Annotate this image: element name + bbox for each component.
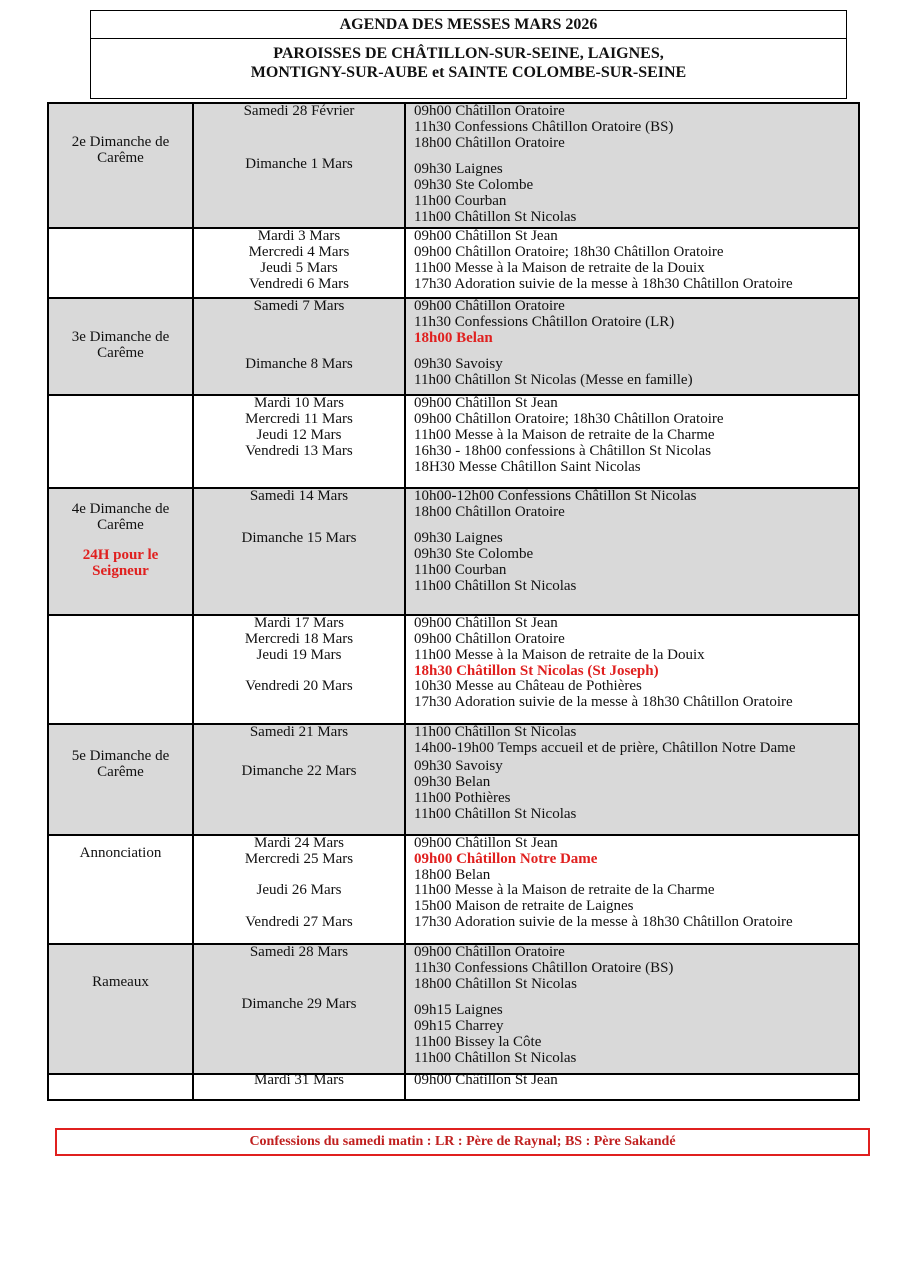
mass-entry: 11h00 Châtillon St Nicolas	[414, 724, 577, 740]
mass-entry: 17h30 Adoration suivie de la messe à 18h30 Châtillon Oratoire	[414, 694, 793, 710]
mass-entry: 09h30 Savoisy	[414, 758, 503, 774]
mass-entry: 11h30 Confessions Châtillon Oratoire (BS)	[414, 119, 674, 135]
mass-entry: 09h00 Châtillon St Jean	[414, 1072, 558, 1088]
table-row	[49, 945, 858, 1075]
mass-entry: 11h00 Messe à la Maison de retraite de la Charme	[414, 427, 715, 443]
mass-entry: 11h00 Châtillon St Nicolas	[414, 1050, 577, 1066]
mass-entry: 11h00 Pothières	[414, 790, 511, 806]
day-label: Mardi 3 Mars	[257, 228, 341, 244]
day-label: Dimanche 1 Mars	[245, 156, 353, 172]
day-label: Mercredi 18 Mars	[244, 631, 354, 647]
occasion-cell	[49, 229, 194, 297]
date-cell	[194, 104, 406, 227]
page-title: AGENDA DES MESSES MARS 2026	[90, 10, 847, 39]
day-label: Vendredi 6 Mars	[249, 276, 349, 292]
mass-entry: 11h00 Courban	[414, 562, 507, 578]
mass-entry: 11h00 Châtillon St Nicolas	[414, 578, 577, 594]
mass-entry: 18h00 Châtillon Oratoire	[414, 504, 565, 520]
occasion-label: Carême	[97, 345, 144, 361]
occasion-label: 2e Dimanche de	[71, 134, 170, 150]
day-label: Mardi 10 Mars	[254, 395, 344, 411]
mass-entry: 09h30 Ste Colombe	[414, 177, 534, 193]
schedule-table	[47, 102, 860, 1101]
schedule-cell	[406, 616, 858, 723]
schedule-cell	[406, 1072, 858, 1101]
schedule-cell	[406, 836, 858, 943]
date-cell	[194, 945, 406, 1073]
mass-entry: 11h00 Messe à la Maison de retraite de la Douix	[414, 647, 705, 663]
mass-entry: 09h00 Châtillon St Jean	[414, 615, 558, 631]
table-row	[49, 489, 858, 616]
table-row	[49, 229, 858, 299]
occasion-cell	[49, 299, 194, 394]
day-label: Mardi 24 Mars	[254, 835, 344, 851]
mass-entry: 18h00 Châtillon St Nicolas	[414, 976, 577, 992]
table-row	[49, 104, 858, 229]
occasion-label: 5e Dimanche de	[71, 748, 170, 764]
mass-entry: 11h30 Confessions Châtillon Oratoire (LR)	[414, 314, 675, 330]
mass-entry: 09h00 Châtillon St Jean	[414, 835, 558, 851]
occasion-label: Carême	[97, 150, 144, 166]
schedule-cell	[406, 104, 858, 227]
mass-entry: 09h00 Châtillon St Jean	[414, 228, 558, 244]
mass-entry: 18h30 Châtillon St Nicolas (St Joseph)	[414, 663, 659, 679]
mass-entry: 11h00 Châtillon St Nicolas	[414, 806, 577, 822]
occasion-cell	[49, 489, 194, 614]
occasion-note: 24H pour le	[82, 547, 159, 563]
day-label: Samedi 14 Mars	[249, 488, 349, 504]
day-label: Samedi 28 Février	[243, 103, 355, 119]
occasion-label: 4e Dimanche de	[71, 501, 170, 517]
mass-entry: 10h00-12h00 Confessions Châtillon St Nicolas	[414, 488, 697, 504]
mass-entry: 09h00 Châtillon Oratoire; 18h30 Châtillon Oratoire	[414, 411, 724, 427]
occasion-label: Rameaux	[92, 974, 149, 990]
occasion-label: Carême	[97, 517, 144, 533]
table-row	[49, 396, 858, 489]
date-cell	[194, 396, 406, 487]
mass-entry: 09h30 Laignes	[414, 161, 503, 177]
day-label: Vendredi 27 Mars	[245, 914, 353, 930]
date-cell	[194, 299, 406, 394]
day-label: Jeudi 5 Mars	[260, 260, 338, 276]
mass-entry: 10h30 Messe au Château de Pothières	[414, 678, 642, 694]
mass-entry: 18h00 Châtillon Oratoire	[414, 135, 565, 151]
mass-entry: 09h00 Châtillon Oratoire; 18h30 Châtillon Oratoire	[414, 244, 724, 260]
table-row	[49, 299, 858, 396]
day-label: Jeudi 26 Mars	[256, 882, 342, 898]
day-label: Vendredi 20 Mars	[245, 678, 353, 694]
mass-entry: 09h00 Châtillon Oratoire	[414, 298, 565, 314]
day-label: Mercredi 4 Mars	[248, 244, 350, 260]
schedule-cell	[406, 945, 858, 1073]
mass-entry: 11h00 Bissey la Côte	[414, 1034, 542, 1050]
schedule-cell	[406, 725, 858, 834]
mass-entry: 09h30 Savoisy	[414, 356, 503, 372]
occasion-label: Annonciation	[79, 845, 162, 861]
parishes-line-1: PAROISSES DE CHÂTILLON-SUR-SEINE, LAIGNES,	[273, 45, 664, 62]
mass-entry: 11h00 Châtillon St Nicolas	[414, 209, 577, 225]
table-row	[49, 616, 858, 725]
mass-entry: 11h00 Courban	[414, 193, 507, 209]
occasion-cell	[49, 836, 194, 943]
day-label: Mercredi 25 Mars	[244, 851, 354, 867]
day-label: Dimanche 8 Mars	[245, 356, 353, 372]
mass-entry: 09h30 Belan	[414, 774, 491, 790]
date-cell	[194, 1072, 406, 1101]
mass-entry: 09h15 Charrey	[414, 1018, 504, 1034]
mass-entry: 15h00 Maison de retraite de Laignes	[414, 898, 634, 914]
day-label: Mardi 31 Mars	[254, 1072, 344, 1088]
table-row	[49, 836, 858, 945]
mass-entry: 09h30 Laignes	[414, 530, 503, 546]
day-label: Vendredi 13 Mars	[245, 443, 353, 459]
date-cell	[194, 616, 406, 723]
occasion-cell	[49, 396, 194, 487]
occasion-cell	[49, 1075, 194, 1101]
schedule-cell	[406, 396, 858, 487]
mass-entry: 11h00 Messe à la Maison de retraite de la Douix	[414, 260, 705, 276]
mass-entry: 09h15 Laignes	[414, 1002, 503, 1018]
mass-entry: 18h00 Belan	[414, 330, 493, 346]
occasion-cell	[49, 945, 194, 1073]
day-label: Jeudi 19 Mars	[256, 647, 342, 663]
schedule-cell	[406, 229, 858, 297]
mass-entry: 09h00 Châtillon Notre Dame	[414, 851, 598, 867]
mass-entry: 17h30 Adoration suivie de la messe à 18h30 Châtillon Oratoire	[414, 276, 793, 292]
day-label: Samedi 21 Mars	[249, 724, 349, 740]
occasion-label: 3e Dimanche de	[71, 329, 170, 345]
date-cell	[194, 725, 406, 834]
table-row	[49, 1072, 858, 1101]
schedule-cell	[406, 299, 858, 394]
parishes-header	[90, 38, 847, 99]
mass-entry: 18h00 Belan	[414, 867, 491, 883]
mass-entry: 09h00 Châtillon St Jean	[414, 395, 558, 411]
occasion-cell	[49, 104, 194, 227]
date-cell	[194, 489, 406, 614]
mass-entry: 09h00 Châtillon Oratoire	[414, 944, 565, 960]
table-row	[49, 725, 858, 836]
mass-entry: 11h00 Châtillon St Nicolas (Messe en famille)	[414, 372, 693, 388]
day-label: Mardi 17 Mars	[254, 615, 344, 631]
mass-entry: 14h00-19h00 Temps accueil et de prière, Châtillon Notre Dame	[414, 740, 796, 756]
day-label: Mercredi 11 Mars	[245, 411, 353, 427]
occasion-note: Seigneur	[92, 563, 149, 579]
date-cell	[194, 836, 406, 943]
confessions-footnote: Confessions du samedi matin : LR : Père de Raynal; BS : Père Sakandé	[55, 1128, 870, 1156]
mass-entry: 09h00 Châtillon Oratoire	[414, 103, 565, 119]
occasion-label: Carême	[97, 764, 144, 780]
mass-entry: 11h30 Confessions Châtillon Oratoire (BS)	[414, 960, 674, 976]
mass-entry: 18H30 Messe Châtillon Saint Nicolas	[414, 459, 641, 475]
day-label: Samedi 7 Mars	[253, 298, 345, 314]
day-label: Jeudi 12 Mars	[256, 427, 342, 443]
mass-entry: 11h00 Messe à la Maison de retraite de la Charme	[414, 882, 715, 898]
occasion-cell	[49, 725, 194, 834]
date-cell	[194, 229, 406, 297]
day-label: Samedi 28 Mars	[249, 944, 349, 960]
mass-entry: 09h00 Châtillon Oratoire	[414, 631, 565, 647]
occasion-cell	[49, 616, 194, 723]
mass-entry: 17h30 Adoration suivie de la messe à 18h30 Châtillon Oratoire	[414, 914, 793, 930]
mass-entry: 09h30 Ste Colombe	[414, 546, 534, 562]
mass-entry: 16h30 - 18h00 confessions à Châtillon St Nicolas	[414, 443, 712, 459]
schedule-cell	[406, 489, 858, 614]
day-label: Dimanche 29 Mars	[241, 996, 357, 1012]
day-label: Dimanche 22 Mars	[241, 763, 357, 779]
day-label: Dimanche 15 Mars	[241, 530, 357, 546]
parishes-line-2: MONTIGNY-SUR-AUBE et SAINTE COLOMBE-SUR-SEINE	[250, 64, 687, 81]
